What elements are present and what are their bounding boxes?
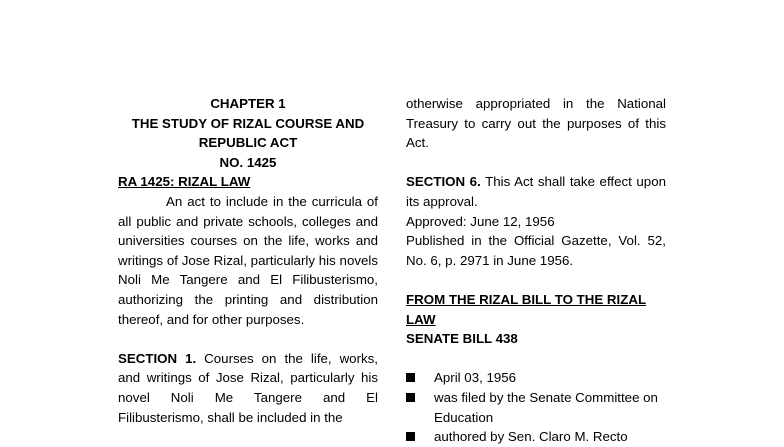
paragraph-gap: [406, 153, 666, 173]
chapter-subtitle-line-1: THE STUDY OF RIZAL COURSE AND: [131, 115, 365, 131]
section-6-text: This Act shall take effect upon its approval.: [406, 174, 666, 209]
section-1-label: SECTION 1.: [118, 350, 197, 366]
paragraph-gap: [406, 349, 666, 369]
list-item: [406, 388, 666, 427]
list-item: [406, 368, 666, 388]
approved-date: Approved: June 12, 1956: [406, 213, 555, 229]
square-bullet-icon: [406, 373, 415, 382]
paragraph-gap: [406, 270, 666, 290]
section-6-label: SECTION 6.: [406, 174, 481, 190]
paragraph-gap: [118, 329, 378, 349]
chapter-title: CHAPTER 1: [210, 96, 286, 111]
list-item: [406, 427, 666, 447]
square-bullet-icon: [406, 393, 415, 402]
law-intro-paragraph: An act to include in the curricula of all public and private schools, colleges and universities courses on the life, works and writings of Jose Rizal, particularly his novels Noli Me Tangere and El Filibusterismo, authorizing the printing and distribution thereof, and for other purposes.: [118, 193, 378, 327]
square-bullet-icon: [406, 432, 415, 441]
list-item-text: April 03, 1956: [434, 370, 517, 386]
gazette-publication: Published in the Official Gazette, Vol. 52, No. 6, p. 2971 in June 1956.: [406, 233, 666, 268]
section-1-text: Courses on the life, works, and writings of Jose Rizal, particularly his novel Noli Me Tangere and El Filibusterismo, shall be included in the: [118, 350, 379, 425]
section-1-paragraph: [118, 349, 378, 427]
list-item-text: was filed by the Senate Committee on Education: [434, 389, 658, 425]
law-heading: RA 1425: RIZAL LAW: [118, 174, 251, 190]
bill-to-law-heading: FROM THE RIZAL BILL TO THE RIZAL LAW: [406, 291, 647, 327]
chapter-subtitle-line-3: NO. 1425: [219, 154, 277, 170]
senate-bill-heading: SENATE BILL 438: [406, 331, 518, 347]
continuation-paragraph: otherwise appropriated in the National Treasury to carry out the purposes of this Act.: [406, 96, 666, 151]
list-item-text: authored by Sen. Claro M. Recto: [434, 429, 628, 445]
chapter-subtitle-line-2: REPUBLIC ACT: [198, 135, 298, 151]
right-column: [406, 94, 666, 447]
section-6-paragraph: [406, 172, 666, 211]
left-column: [118, 94, 378, 427]
